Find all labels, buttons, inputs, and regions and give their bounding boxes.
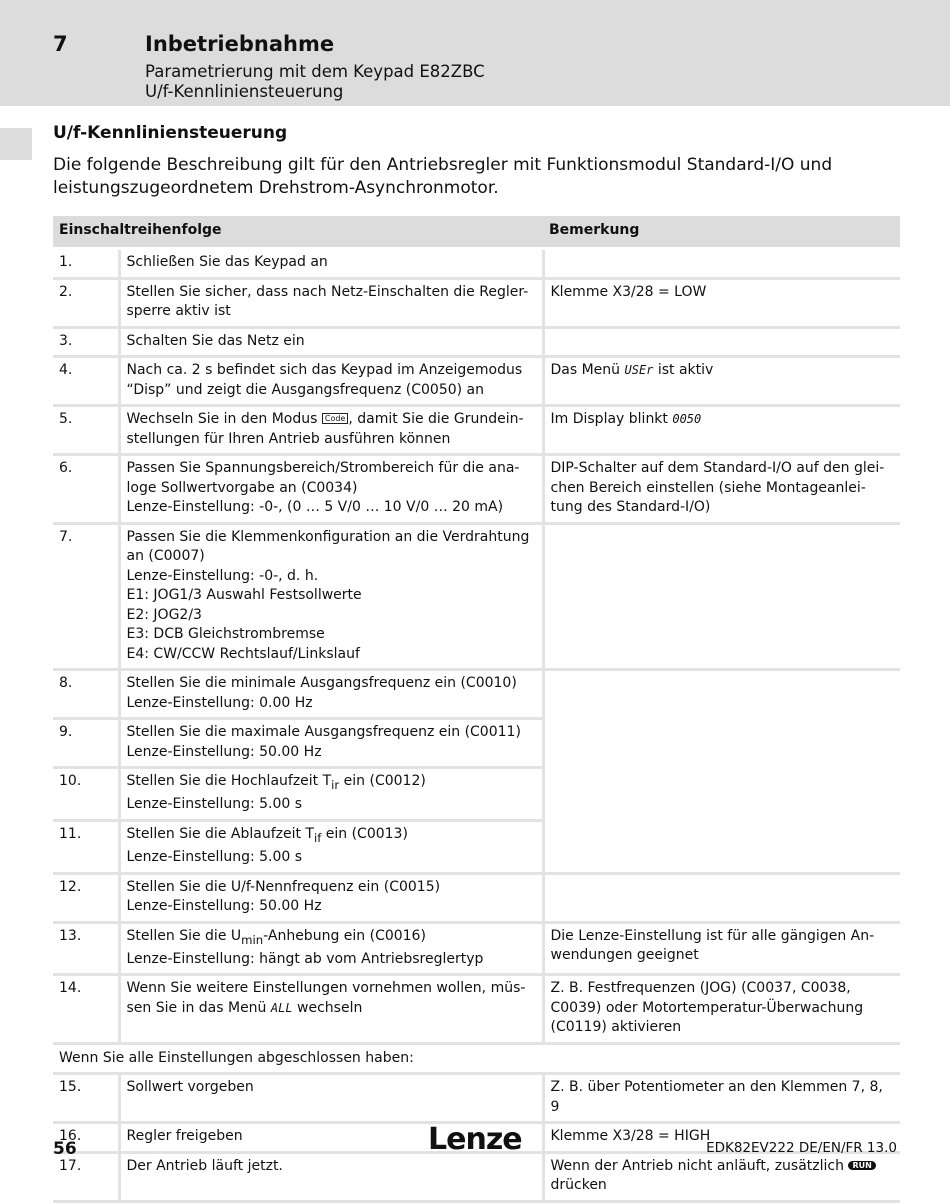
step-text: [119, 719, 543, 768]
table-row: [53, 406, 900, 455]
step-line: Lenze-Einstellung: 50.00 Hz: [126, 743, 322, 760]
step-text: [119, 975, 543, 1044]
step-number: 7.: [53, 523, 119, 670]
table-row: [53, 670, 900, 719]
chapter-number: 7: [53, 32, 68, 56]
step-text: [119, 455, 543, 524]
step-text: [119, 820, 543, 873]
step-remark: [543, 278, 900, 327]
step-line: sperre aktiv ist: [126, 303, 231, 319]
display-code-user: USEr: [624, 363, 654, 377]
remark-line: chen Bereich einstellen (siehe Montageanlei-: [550, 479, 866, 496]
step-line: E3: DCB Gleichstrombremse: [126, 626, 325, 642]
step-text: [119, 406, 543, 455]
step-line: Stellen Sie die minimale Ausgangsfrequenz ein (C0010): [126, 675, 517, 691]
step-remark: [543, 670, 900, 874]
step-text-part: ein (C0012): [339, 773, 426, 789]
step-line: Lenze-Einstellung: hängt ab vom Antriebsreglertyp: [126, 950, 484, 967]
column-header-sequence: Einschaltreihenfolge: [53, 216, 543, 249]
step-number: 4.: [53, 357, 119, 406]
step-remark: [543, 406, 900, 455]
code-key-icon: Code: [322, 413, 348, 424]
table-row: [53, 1152, 900, 1201]
table-row: [53, 327, 900, 357]
step-line: Lenze-Einstellung: 5.00 s: [126, 849, 303, 866]
table-row: [53, 249, 900, 279]
step-line: Wenn Sie weitere Einstellungen vornehmen wollen, müs-: [126, 980, 526, 997]
remark-line: Die Lenze-Einstellung ist für alle gängigen An-: [550, 927, 875, 944]
step-number: 8.: [53, 670, 119, 719]
subscript: min: [241, 932, 264, 947]
step-line: “Disp” und zeigt die Ausgangsfrequenz (C0050) an: [126, 381, 485, 398]
column-header-remark: Bemerkung: [543, 216, 900, 249]
remark-text: Das Menü: [550, 362, 625, 378]
step-text: [119, 523, 543, 670]
intro-text: Die folgende Beschreibung gilt für den Antriebsregler mit Funktionsmodul Standard-I/O und leistungszugeordnetem Drehstrom-Asynchronmotor.: [53, 155, 833, 198]
step-line: [127, 825, 536, 848]
step-text-part: , damit Sie die Grundein-: [348, 411, 524, 427]
step-text: [119, 278, 543, 327]
step-number: 14.: [53, 975, 119, 1044]
table-row: [53, 357, 900, 406]
step-number: 1.: [53, 249, 119, 279]
step-line: an (C0007): [126, 548, 205, 564]
step-text-part: Wechseln Sie in den Modus: [126, 411, 322, 427]
step-line: E4: CW/CCW Rechtslauf/Linkslauf: [126, 645, 360, 662]
step-text-part: Stellen Sie die U: [126, 927, 242, 944]
remark-text: ist aktiv: [653, 362, 714, 378]
document-id: EDK82EV222 DE/EN/FR 13.0: [706, 1140, 897, 1156]
section-title: U/f-Kennliniensteuerung: [53, 123, 288, 143]
table-row: [53, 523, 900, 670]
step-remark: [543, 922, 900, 975]
table-row: [53, 278, 900, 327]
step-line: Lenze-Einstellung: 0.00 Hz: [126, 694, 313, 711]
step-line: Regler freigeben: [126, 1128, 243, 1145]
step-text-part: ein (C0013): [321, 825, 408, 842]
step-text: [119, 873, 543, 922]
step-number: 17.: [53, 1152, 119, 1201]
display-code-all: ALL: [270, 1000, 293, 1015]
step-line: Lenze-Einstellung: -0-, (0 … 5 V/0 … 10 V/0 … 20 mA): [126, 499, 504, 515]
step-line: [127, 772, 536, 795]
step-number: 9.: [53, 719, 119, 768]
step-line: Stellen Sie sicher, dass nach Netz-Einschalten die Regler-: [126, 283, 529, 300]
page-number: 56: [53, 1139, 77, 1159]
step-text: [119, 670, 543, 719]
step-line: [127, 927, 536, 950]
step-line: Lenze-Einstellung: 5.00 s: [126, 796, 303, 813]
table-row: [53, 975, 900, 1044]
step-number: 16.: [53, 1123, 119, 1153]
table-note-row: [53, 1043, 900, 1074]
step-text: [119, 922, 543, 975]
step-number: 3.: [53, 327, 119, 357]
step-number: 6.: [53, 455, 119, 524]
step-text-part: -Anhebung ein (C0016): [263, 927, 426, 944]
step-number: 12.: [53, 873, 119, 922]
remark-line: C0039) oder Motortemperatur-Überwachung: [550, 999, 864, 1016]
step-remark: [543, 249, 900, 279]
step-line: Schalten Sie das Netz ein: [126, 332, 305, 349]
step-line: Lenze-Einstellung: -0-, d. h.: [126, 567, 319, 584]
step-text: [119, 327, 543, 357]
step-text-part: Stellen Sie die Hochlaufzeit T: [126, 773, 332, 789]
note-text: Wenn Sie alle Einstellungen abgeschlossen haben:: [53, 1043, 900, 1074]
step-line: loge Sollwertvorgabe an (C0034): [126, 479, 358, 496]
step-text: [119, 1152, 543, 1201]
step-line: Lenze-Einstellung: 50.00 Hz: [126, 898, 322, 915]
remark-line: [551, 361, 895, 381]
step-remark: [543, 873, 900, 922]
commissioning-table: [53, 216, 900, 1203]
step-line: [127, 999, 536, 1019]
step-remark: [543, 523, 900, 670]
step-text-part: wechseln: [292, 999, 363, 1016]
step-text: [119, 249, 543, 279]
chapter-title: Inbetriebnahme: [145, 32, 335, 56]
step-remark: [543, 975, 900, 1044]
lenze-logo: Lenze: [428, 1122, 522, 1157]
remark-line: Klemme X3/28 = LOW: [550, 283, 707, 300]
step-text: [119, 357, 543, 406]
step-line: Sollwert vorgeben: [126, 1079, 254, 1096]
section-subtitle: U/f-Kennliniensteuerung: [145, 82, 344, 101]
table-row: [53, 1074, 900, 1123]
step-number: 10.: [53, 768, 119, 821]
chapter-header: [0, 0, 950, 106]
remark-text: Im Display blinkt: [550, 411, 673, 427]
step-line: E1: JOG1/3 Auswahl Festsollwerte: [126, 587, 362, 603]
step-text: [119, 1074, 543, 1123]
remark-text: Wenn der Antrieb nicht anläuft, zusätzlich: [550, 1157, 849, 1174]
table-row: [53, 455, 900, 524]
remark-line: wendungen geeignet: [550, 947, 699, 964]
step-number: 13.: [53, 922, 119, 975]
step-remark: [543, 327, 900, 357]
step-remark: [543, 357, 900, 406]
step-line: Der Antrieb läuft jetzt.: [126, 1157, 283, 1174]
step-text: [119, 768, 543, 821]
step-line: Schließen Sie das Keypad an: [126, 254, 328, 270]
remark-line: (C0119) aktivieren: [550, 1019, 682, 1036]
remark-line: DIP-Schalter auf dem Standard-I/O auf den glei-: [550, 460, 885, 476]
chapter-subtitle: Parametrierung mit dem Keypad E82ZBC: [145, 62, 485, 81]
step-remark: [543, 1152, 900, 1201]
step-line: Stellen Sie die maximale Ausgangsfrequenz ein (C0011): [126, 724, 521, 740]
step-number: 11.: [53, 820, 119, 873]
remark-line: Z. B. Festfrequenzen (JOG) (C0037, C0038,: [550, 980, 851, 997]
table-row: [53, 873, 900, 922]
table-header-row: [53, 216, 900, 249]
display-code-blink: 0050: [672, 412, 702, 426]
step-text-part: Stellen Sie die Ablaufzeit T: [126, 825, 314, 842]
table-row: [53, 922, 900, 975]
step-line: stellungen für Ihren Antrieb ausführen können: [126, 430, 451, 447]
step-line: Passen Sie die Klemmenkonfiguration an die Verdrahtung: [126, 528, 530, 545]
run-key-icon: RUN: [848, 1161, 875, 1170]
step-remark: [543, 1074, 900, 1123]
step-line: Stellen Sie die U/f-Nennfrequenz ein (C0015): [126, 878, 441, 895]
remark-line: drücken: [550, 1177, 607, 1194]
step-remark: [543, 455, 900, 524]
step-line: Passen Sie Spannungsbereich/Strombereich für die ana-: [126, 460, 520, 476]
step-text-part: sen Sie in das Menü: [126, 999, 271, 1016]
remark-line: tung des Standard-I/O): [550, 499, 711, 515]
step-number: 2.: [53, 278, 119, 327]
remark-line: Z. B. über Potentiometer an den Klemmen 7, 8, 9: [550, 1079, 883, 1115]
step-number: 5.: [53, 406, 119, 455]
step-line: [127, 410, 536, 430]
remark-line: Klemme X3/28 = HIGH: [550, 1128, 711, 1145]
page-tab-marker: [0, 128, 32, 160]
subscript: ir: [331, 777, 340, 792]
step-line: E2: JOG2/3: [126, 606, 202, 623]
remark-line: [551, 1157, 895, 1177]
step-number: 15.: [53, 1074, 119, 1123]
remark-line: [551, 410, 895, 430]
step-line: Nach ca. 2 s befindet sich das Keypad im Anzeigemodus: [126, 362, 523, 378]
subscript: if: [313, 830, 322, 845]
